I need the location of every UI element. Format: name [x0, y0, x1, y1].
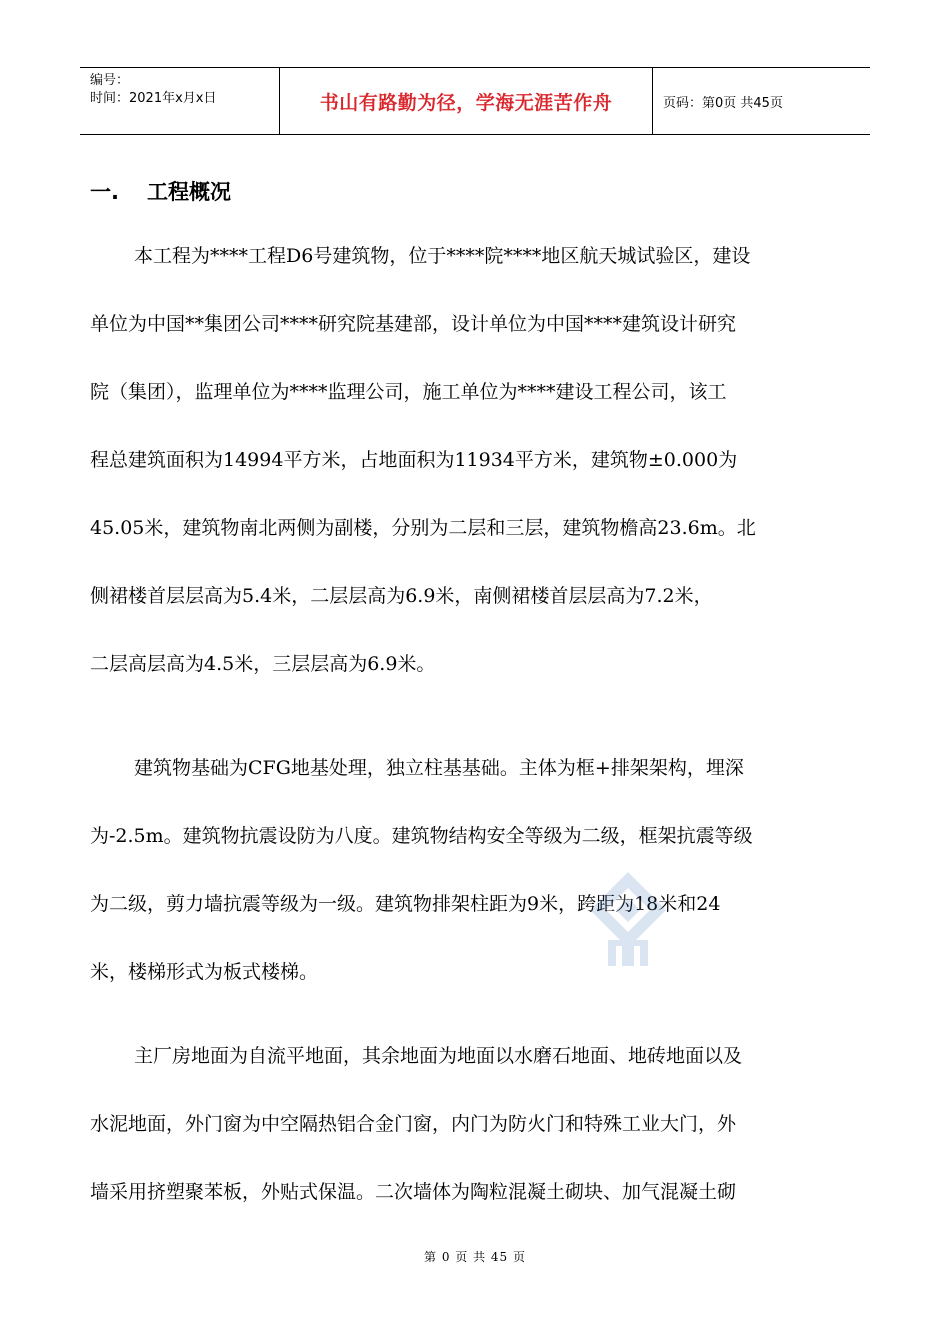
- header-motto: 书山有路勤为径，学海无涯苦作舟: [280, 68, 653, 134]
- section-heading: [90, 176, 231, 206]
- document-header: [80, 67, 870, 135]
- paragraph-line: 主厂房地面为自流平地面，其余地面为地面以水磨石地面、地砖地面以及: [134, 1045, 743, 1067]
- paragraph-line: 墙采用挤塑聚苯板，外贴式保温。二次墙体为陶粒混凝土砌块、加气混凝土砌: [90, 1181, 737, 1203]
- paragraph-overview: [90, 222, 862, 698]
- paragraph-finishes: [90, 1022, 862, 1226]
- watermark-logo-icon: [588, 870, 668, 970]
- header-meta-cell: [80, 68, 280, 134]
- header-page-info: 页码：第0页 共45页: [663, 95, 783, 111]
- paragraph-line: 院（集团），监理单位为****监理公司，施工单位为****建设工程公司，该工: [90, 381, 727, 403]
- number-label: 编号：: [90, 73, 130, 88]
- paragraph-line: 45.05米，建筑物南北两侧为副楼，分别为二层和三层，建筑物檐高23.6m。北: [90, 517, 756, 539]
- section-title: 工程概况: [146, 180, 231, 204]
- paragraph-line: 单位为中国**集团公司****研究院基建部，设计单位为中国****建筑设计研究: [90, 313, 737, 335]
- paragraph-line: 米，楼梯形式为板式楼梯。: [90, 961, 319, 983]
- paragraph-line: 水泥地面，外门窗为中空隔热铝合金门窗，内门为防火门和特殊工业大门，外: [90, 1113, 737, 1135]
- paragraph-line: 建筑物基础为CFG地基处理，独立柱基基础。主体为框+排架架构，埋深: [134, 757, 744, 779]
- paragraph-line: 为-2.5m。建筑物抗震设防为八度。建筑物结构安全等级为二级，框架抗震等级: [90, 825, 753, 847]
- paragraph-line: 本工程为****工程D6号建筑物，位于****院****地区航天城试验区，建设: [134, 245, 751, 267]
- paragraph-line: 程总建筑面积为14994平方米，占地面积为11934平方米，建筑物±0.000为: [90, 449, 738, 471]
- paragraph-structure: [90, 734, 862, 1006]
- section-number: 一.: [90, 180, 119, 204]
- page-footer: 第 0 页 共 45 页: [424, 1250, 526, 1264]
- paragraph-line: 为二级，剪力墙抗震等级为一级。建筑物排架柱距为9米，跨距为18米和24: [90, 893, 721, 915]
- paragraph-line: 二层高层高为4.5米，三层层高为6.9米。: [90, 653, 436, 675]
- paragraph-line: 侧裙楼首层层高为5.4米，二层层高为6.9米，南侧裙楼首层层高为7.2米，: [90, 585, 713, 607]
- date-label: 时间：2021年x月x日: [90, 91, 217, 106]
